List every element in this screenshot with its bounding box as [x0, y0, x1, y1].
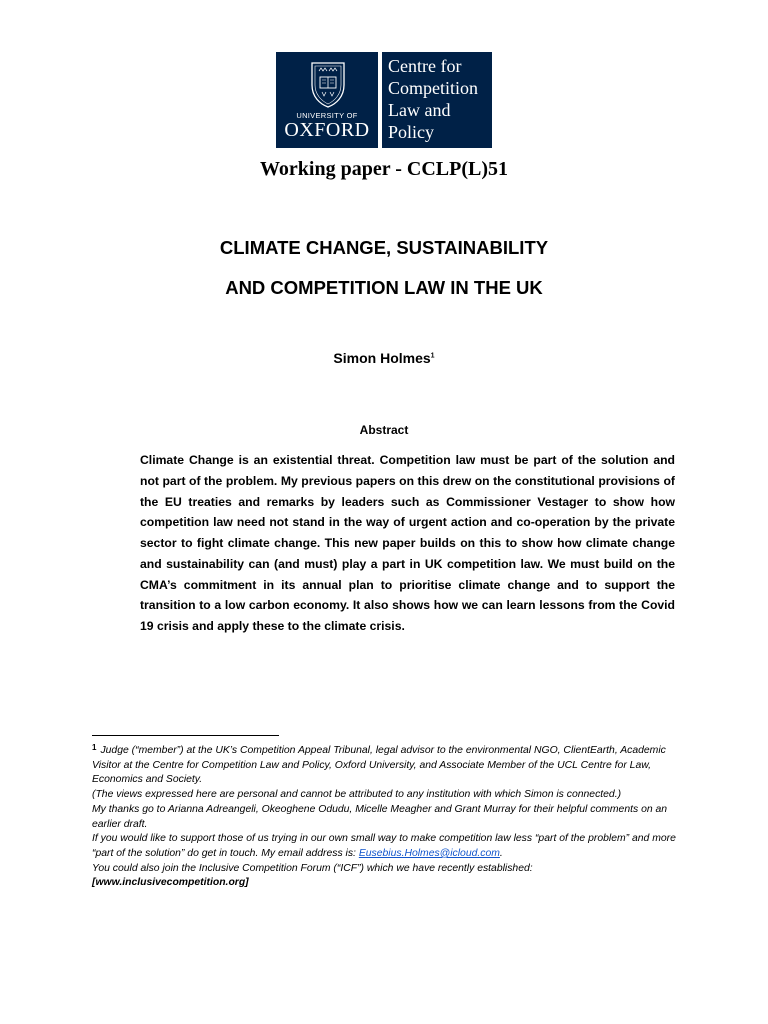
oxford-crest-icon: [308, 59, 348, 109]
centre-line: Policy: [388, 122, 435, 142]
footnote-paragraph: [92, 741, 682, 788]
abstract-heading: Abstract: [359, 423, 409, 437]
centre-line: Centre for: [388, 56, 462, 76]
website-link[interactable]: [www.inclusivecompetition.org]: [92, 877, 249, 889]
footnote-separator: [92, 735, 279, 736]
university-of-label: UNIVERSITY OF: [296, 111, 358, 120]
centre-logo-panel: [382, 52, 492, 148]
centre-line: Competition: [388, 78, 478, 98]
footnotes: [92, 741, 682, 891]
footnote-contact: If you would like to support those of us trying in our own small way to make competition law less “part of the problem” and more “part of the solution” do get in touch. My email address is:: [92, 833, 676, 859]
footnote-contact-end: .: [499, 847, 503, 859]
oxford-label: OXFORD: [284, 119, 370, 141]
author-footnote-mark[interactable]: 1: [430, 352, 435, 360]
footnote-number: 1: [92, 743, 97, 752]
footnote-paragraph: [92, 832, 682, 861]
working-paper-title: Working paper - CCLP(L)51: [260, 158, 508, 180]
abstract-body: Climate Change is an existential threat. Competition law must be part of the solution and not part of the problem. My previous papers on this drew on the constitutional provisions of the EU treaties and remarks by leaders such as Commissioner Vestager to show how competition law need not stand in the way of urgent action and co-operation by the private sector to fight climate change. This new paper builds on this to show how climate change and sustainability can (and must) play a part in UK competition law. We must build on the CMA’s commitment in its annual plan to prioritise climate change and to support the transition to a low carbon economy. It also shows how we can learn lessons from the Covid 19 crisis and apply these to the climate crisis.: [140, 453, 675, 633]
oxford-logo-panel: [276, 52, 378, 148]
footnote-thanks: My thanks go to Arianna Adreangeli, Okeoghene Odudu, Micelle Meagher and Grant Murray for their helpful comments on an earlier draft.: [92, 803, 668, 830]
author-name: Simon Holmes: [333, 350, 431, 366]
paper-title-line-1: CLIMATE CHANGE, SUSTAINABILITY: [219, 237, 549, 258]
cclp-logo: [276, 52, 492, 148]
email-link[interactable]: Eusebius.Holmes@icloud.com: [358, 847, 500, 859]
footnote-affiliation: Judge (“member”) at the UK’s Competition Appeal Tribunal, legal advisor to the environmental NGO, ClientEarth, Academic Visitor at the Centre for Competition Law and Policy, Oxford University, and Associate Member of the UCL Centre for Law, Economics and Society.: [92, 745, 666, 786]
author: [0, 350, 768, 366]
footnote-disclaimer: (The views expressed here are personal and cannot be attributed to any institution with which Simon is connected.): [92, 789, 622, 801]
footnote-icf: You could also join the Inclusive Competition Forum (“ICF”) which we have recently established:: [92, 862, 533, 874]
centre-line: Law and: [388, 100, 451, 120]
paper-title-line-2: AND COMPETITION LAW IN THE UK: [225, 277, 543, 298]
